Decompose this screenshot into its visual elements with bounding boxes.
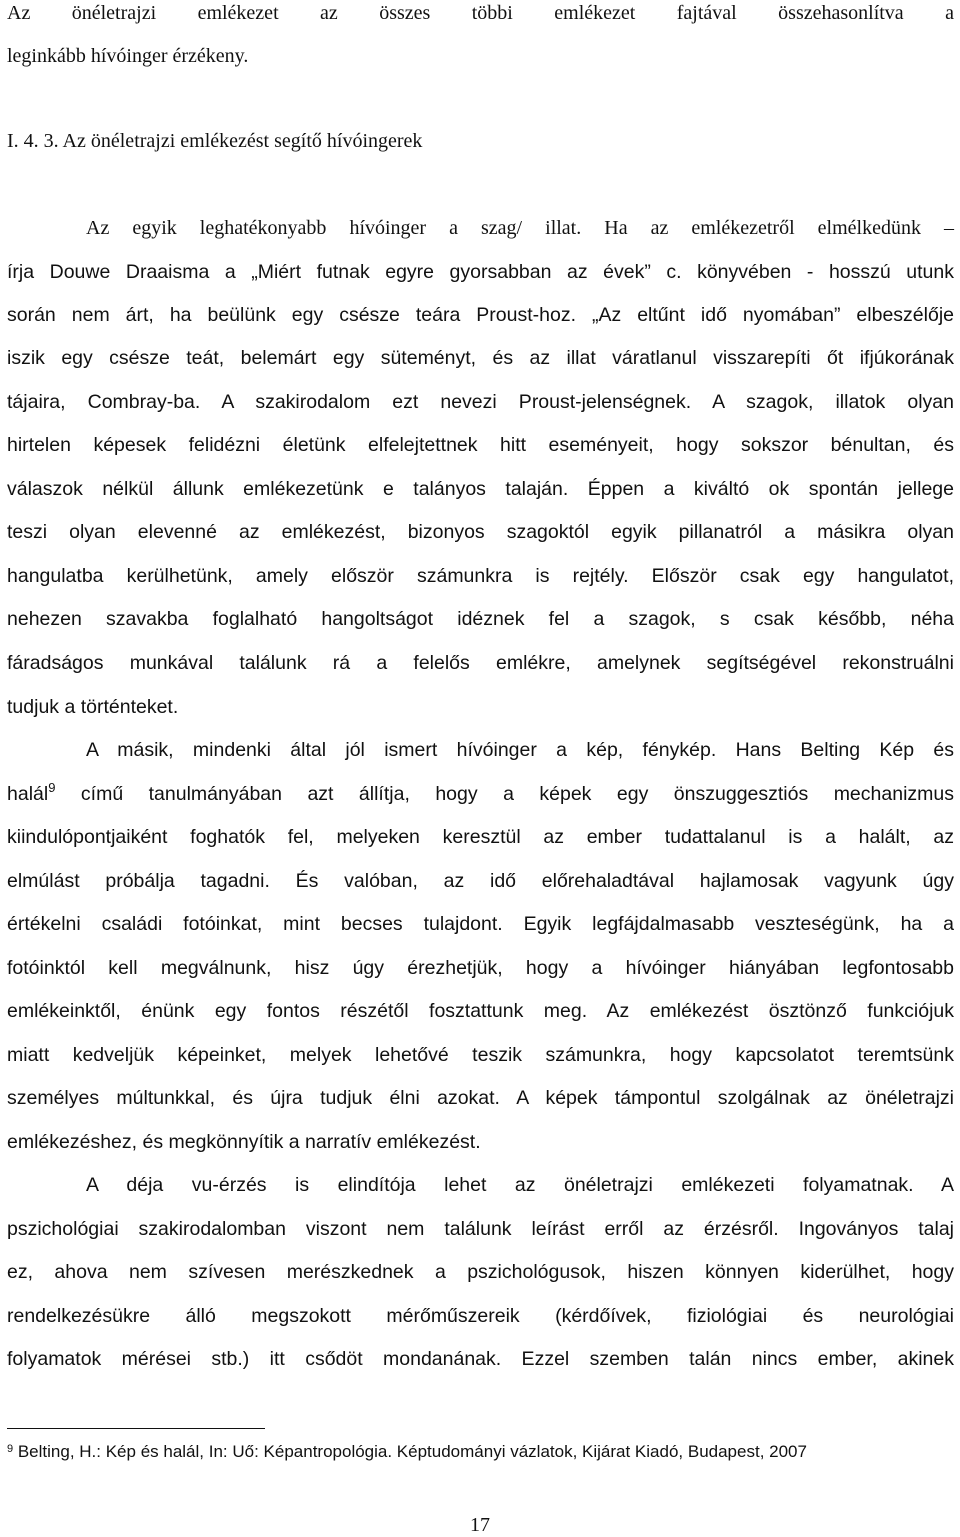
- text-line: írja Douwe Draaisma a „Miért futnak egyre gyorsabban az évek” c. könyvében - hosszú utunk: [7, 261, 954, 283]
- text-line: teszi olyan elevenné az emlékezést, bizonyos szagoktól egyik pillanatról a másikra olyan: [7, 521, 954, 543]
- text-line: emlékezéshez, és megkönnyítik a narratív emlékezést.: [7, 1131, 481, 1153]
- text-line: tájaira, Combray-ba. A szakirodalom ezt nevezi Proust-jelenségnek. A szagok, illatok olyan: [7, 391, 954, 413]
- text-line: emlékeinktől, énünk egy fontos részétől fosztattunk meg. Az emlékezést ösztönző funkciójuk: [7, 1000, 954, 1022]
- section-heading: I. 4. 3. Az önéletrajzi emlékezést segítő hívóingerek: [7, 130, 423, 152]
- text-line: elmúlást próbálja tagadni. És valóban, az idő előrehaladtával hajlamosak vagyunk úgy: [7, 870, 954, 892]
- footnote-divider: [7, 1428, 265, 1429]
- text-line: hangulatba kerülhetünk, amely először számunkra is rejtély. Először csak egy hangulatot,: [7, 565, 954, 587]
- text-line: válaszok nélkül állunk emlékezetünk e talányos talaján. Éppen a kiváltó ok spontán jellege: [7, 478, 954, 500]
- text-line: ez, ahova nem szívesen merészkednek a pszichológusok, hiszen könnyen kiderülhet, hogy: [7, 1261, 954, 1283]
- text-line: személyes múltunkkal, és újra tudjuk élni azokat. A képek támpontul szolgálnak az önéletrajzi: [7, 1087, 954, 1109]
- footnote-text: Belting, H.: Kép és halál, In: Uő: Képantropológia. Képtudományi vázlatok, Kijárat Kiadó, Budapest, 2007: [13, 1442, 807, 1461]
- text-line: iszik egy csésze teát, belemárt egy süteményt, és az illat váratlanul visszarepíti őt ifjúkorának: [7, 347, 954, 369]
- text-line: kiindulópontjaiként foghatók fel, melyeken keresztül az ember tudattalanul is a halált, az: [7, 826, 954, 848]
- text-line: során nem árt, ha beülünk egy csésze teára Proust-hoz. „Az eltűnt idő nyomában” elbeszélője: [7, 304, 954, 326]
- footnote-ref: 9: [48, 780, 56, 795]
- text-line: leginkább hívóinger érzékeny.: [7, 45, 249, 67]
- footnote-number: 9: [7, 1443, 14, 1455]
- text-line: Az önéletrajzi emlékezet az összes többi emlékezet fajtával összehasonlítva a: [7, 2, 954, 24]
- text-fragment: című tanulmányában azt állítja, hogy a képek egy önszuggesztiós mechanizmus: [55, 783, 954, 805]
- text-line: hirtelen képesek felidézni életünk elfelejtettnek hitt eseményeit, hogy sokszor bénultan, és: [7, 434, 954, 456]
- text-line: Az egyik leghatékonyabb hívóinger a szag/ illat. Ha az emlékezetről elmélkedünk –: [86, 217, 954, 239]
- text-line: nehezen szavakba foglalható hangoltságot idéznek fel a szagok, s csak később, néha: [7, 608, 954, 630]
- text-line: A déja vu-érzés is elindítója lehet az önéletrajzi emlékezeti folyamatnak. A: [86, 1174, 954, 1196]
- page-number: 17: [470, 1514, 490, 1536]
- text-line: folyamatok mérései stb.) itt csődöt mondanának. Ezzel szemben talán nincs ember, akinek: [7, 1348, 954, 1370]
- text-line: tudjuk a történteket.: [7, 696, 179, 718]
- text-line: pszichológiai szakirodalomban viszont nem találunk leírást erről az érzésről. Ingoványos talaj: [7, 1218, 954, 1240]
- text-line-with-footnote-ref: [7, 782, 954, 806]
- text-line: fotóinktól kell megválnunk, hisz úgy érezhetjük, hogy a hívóinger hiányában legfontosabb: [7, 957, 954, 979]
- text-line: A másik, mindenki által jól ismert hívóinger a kép, fénykép. Hans Belting Kép és: [86, 739, 954, 761]
- text-line: fáradságos munkával találunk rá a felelős emlékre, amelynek segítségével rekonstruálni: [7, 652, 954, 674]
- text-line: miatt kedveljük képeinket, melyek lehetővé teszik számunkra, hogy kapcsolatot teremtsünk: [7, 1044, 954, 1066]
- text-fragment: halál: [7, 783, 49, 805]
- text-line: rendelkezésükre álló megszokott mérőműszereik (kérdőívek, fiziológiai és neurológiai: [7, 1305, 954, 1327]
- footnote: [7, 1441, 807, 1463]
- text-line: értékelni családi fotóinkat, mint becses tulajdont. Egyik legfájdalmasabb veszteségünk, ha a: [7, 913, 954, 935]
